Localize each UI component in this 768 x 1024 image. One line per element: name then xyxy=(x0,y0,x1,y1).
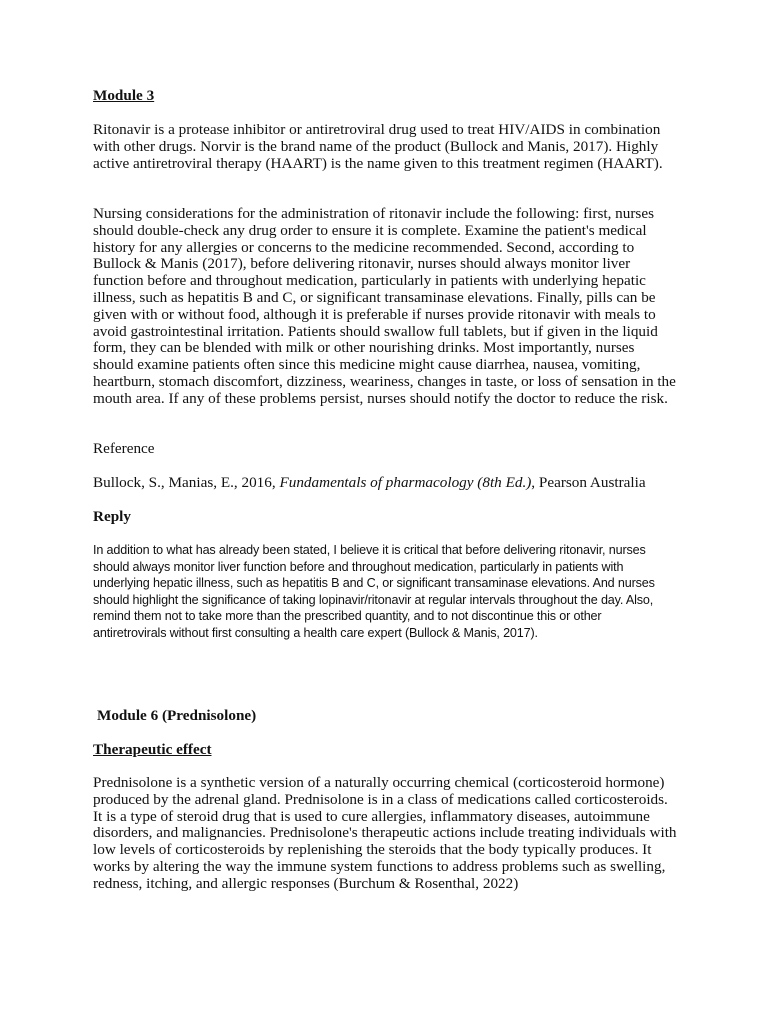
therapeutic-effect-subheading: Therapeutic effect xyxy=(93,741,212,758)
reference-title: Fundamentals of pharmacology (8th Ed.) xyxy=(279,474,532,491)
reference-citation xyxy=(93,475,678,492)
module-6-heading: Module 6 (Prednisolone) xyxy=(97,707,257,724)
ritonavir-intro-paragraph: Ritonavir is a protease inhibitor or antiretroviral drug used to treat HIV/AIDS in combination with other drugs. Norvir is the brand name of the product (Bullock and Manis, 2017). Highly active antiretroviral therapy (HAART) is the name given to this treatment regimen (HAART). xyxy=(93,121,663,172)
reference-label: Reference xyxy=(93,440,155,457)
reference-publisher: , Pearson Australia xyxy=(531,474,646,491)
reply-paragraph: In addition to what has already been stated, I believe it is critical that before delivering ritonavir, nurses should always monitor liver function before and throughout medication, particularly in patients with underlying hepatic illness, such as hepatitis B and C, or significant transaminase elevations. And nurses should highlight the significance of taking lopinavir/ritonavir at regular intervals throughout the day. Also, remind them not to take more than the prescribed quantity, and to not discontinue this or other antiretrovirals without first consulting a health care expert (Bullock & Manis, 2017). xyxy=(93,543,655,640)
prednisolone-paragraph: Prednisolone is a synthetic version of a naturally occurring chemical (corticosteroid hormone) produced by the adrenal gland. Prednisolone is in a class of medications called corticosteroids. It is a type of steroid drug that is used to cure allergies, inflammatory diseases, autoimmune disorders, and malignancies. Prednisolone's therapeutic actions include treating individuals with low levels of corticosteroids by replenishing the steroids that the body typically produces. It works by altering the way the immune system functions to address problems such as swelling, redness, itching, and allergic responses (Burchum & Rosenthal, 2022) xyxy=(93,774,677,892)
module-3-heading: Module 3 xyxy=(93,87,155,104)
reference-authors: Bullock, S., Manias, E., 2016, xyxy=(93,474,280,491)
reply-heading: Reply xyxy=(93,508,131,525)
nursing-considerations-paragraph: Nursing considerations for the administration of ritonavir include the following: first, nurses should double-check any drug order to ensure it is complete. Examine the patient's medical history for any allergies or concerns to the medicine recommended. Second, according to Bullock & Manis (2017), before delivering ritonavir, nurses should always monitor liver function before and throughout medication, particularly in patients with underlying hepatic illness, such as hepatitis B and C, or significant transaminase elevations. Finally, pills can be given with or without food, although it is preferable if nurses provide ritonavir with meals to avoid gastrointestinal irritation. Patients should swallow full tablets, but if given in the liquid form, they can be blended with milk or other nourishing drinks. Most importantly, nurses should examine patients often since this medicine might cause diarrhea, nausea, vomiting, heartburn, stomach discomfort, dizziness, weariness, changes in taste, or loss of sensation in the mouth area. If any of these problems persist, nurses should notify the doctor to reduce the risk. xyxy=(93,205,676,407)
